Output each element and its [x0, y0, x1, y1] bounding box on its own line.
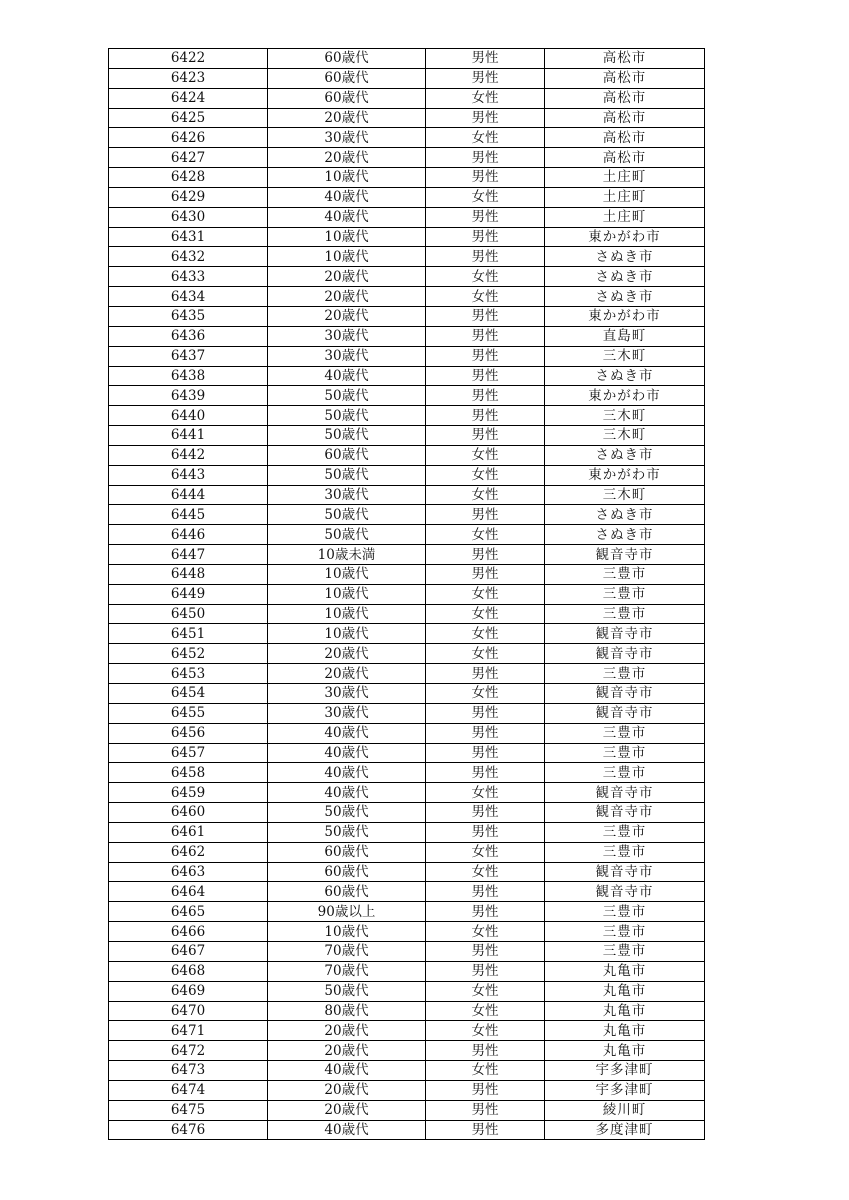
- sex-cell: 男性: [426, 803, 545, 823]
- residence-cell: 東かがわ市: [545, 306, 705, 326]
- age-group-cell: 10歳代: [268, 584, 426, 604]
- age-group-cell: 40歳代: [268, 723, 426, 743]
- table-row: [109, 346, 705, 366]
- case-number-cell: 6460: [109, 803, 268, 823]
- table-row: [109, 168, 705, 188]
- residence-cell: 観音寺市: [545, 624, 705, 644]
- table-row: [109, 902, 705, 922]
- case-number-cell: 6432: [109, 247, 268, 267]
- residence-cell: 高松市: [545, 88, 705, 108]
- table-row: [109, 406, 705, 426]
- case-number-cell: 6422: [109, 49, 268, 69]
- age-group-cell: 50歳代: [268, 505, 426, 525]
- table-row: [109, 148, 705, 168]
- residence-cell: 三豊市: [545, 743, 705, 763]
- case-number-cell: 6434: [109, 287, 268, 307]
- sex-cell: 男性: [426, 1041, 545, 1061]
- residence-cell: 三豊市: [545, 941, 705, 961]
- table-row: [109, 525, 705, 545]
- sex-cell: 女性: [426, 1021, 545, 1041]
- table-row: [109, 485, 705, 505]
- table-row: [109, 604, 705, 624]
- age-group-cell: 40歳代: [268, 783, 426, 803]
- sex-cell: 男性: [426, 49, 545, 69]
- table-row: [109, 545, 705, 565]
- table-row: [109, 1001, 705, 1021]
- sex-cell: 男性: [426, 664, 545, 684]
- residence-cell: 土庄町: [545, 187, 705, 207]
- case-number-cell: 6456: [109, 723, 268, 743]
- case-number-cell: 6459: [109, 783, 268, 803]
- table-row: [109, 763, 705, 783]
- age-group-cell: 60歳代: [268, 862, 426, 882]
- case-number-cell: 6437: [109, 346, 268, 366]
- sex-cell: 男性: [426, 743, 545, 763]
- sex-cell: 男性: [426, 941, 545, 961]
- residence-cell: 観音寺市: [545, 703, 705, 723]
- residence-cell: さぬき市: [545, 267, 705, 287]
- age-group-cell: 30歳代: [268, 128, 426, 148]
- sex-cell: 男性: [426, 148, 545, 168]
- residence-cell: 土庄町: [545, 168, 705, 188]
- table-row: [109, 187, 705, 207]
- age-group-cell: 60歳代: [268, 49, 426, 69]
- case-number-cell: 6445: [109, 505, 268, 525]
- table-row: [109, 941, 705, 961]
- age-group-cell: 50歳代: [268, 386, 426, 406]
- case-number-cell: 6430: [109, 207, 268, 227]
- age-group-cell: 10歳代: [268, 604, 426, 624]
- case-number-cell: 6439: [109, 386, 268, 406]
- residence-cell: 三豊市: [545, 604, 705, 624]
- sex-cell: 女性: [426, 485, 545, 505]
- sex-cell: 女性: [426, 465, 545, 485]
- residence-cell: 三豊市: [545, 842, 705, 862]
- sex-cell: 男性: [426, 703, 545, 723]
- sex-cell: 男性: [426, 386, 545, 406]
- case-number-cell: 6473: [109, 1061, 268, 1081]
- sex-cell: 男性: [426, 108, 545, 128]
- residence-cell: さぬき市: [545, 525, 705, 545]
- case-number-cell: 6424: [109, 88, 268, 108]
- table-row: [109, 1100, 705, 1120]
- age-group-cell: 60歳代: [268, 88, 426, 108]
- age-group-cell: 60歳代: [268, 882, 426, 902]
- sex-cell: 男性: [426, 902, 545, 922]
- table-row: [109, 227, 705, 247]
- residence-cell: 直島町: [545, 326, 705, 346]
- table-row: [109, 922, 705, 942]
- case-number-cell: 6467: [109, 941, 268, 961]
- table-row: [109, 465, 705, 485]
- age-group-cell: 30歳代: [268, 485, 426, 505]
- residence-cell: さぬき市: [545, 366, 705, 386]
- case-number-cell: 6476: [109, 1120, 268, 1140]
- table-row: [109, 1021, 705, 1041]
- age-group-cell: 20歳代: [268, 1041, 426, 1061]
- sex-cell: 女性: [426, 445, 545, 465]
- table-row: [109, 426, 705, 446]
- age-group-cell: 30歳代: [268, 684, 426, 704]
- table-row: [109, 961, 705, 981]
- residence-cell: さぬき市: [545, 445, 705, 465]
- residence-cell: 三木町: [545, 406, 705, 426]
- case-number-cell: 6452: [109, 644, 268, 664]
- case-number-cell: 6428: [109, 168, 268, 188]
- residence-cell: 宇多津町: [545, 1061, 705, 1081]
- age-group-cell: 50歳代: [268, 525, 426, 545]
- residence-cell: 丸亀市: [545, 1021, 705, 1041]
- residence-cell: 丸亀市: [545, 1001, 705, 1021]
- residence-cell: さぬき市: [545, 505, 705, 525]
- residence-cell: 高松市: [545, 68, 705, 88]
- table-body: [109, 49, 705, 1140]
- residence-cell: 三木町: [545, 485, 705, 505]
- age-group-cell: 10歳代: [268, 227, 426, 247]
- table-row: [109, 128, 705, 148]
- residence-cell: 三木町: [545, 426, 705, 446]
- sex-cell: 男性: [426, 1100, 545, 1120]
- table-row: [109, 88, 705, 108]
- residence-cell: 三豊市: [545, 664, 705, 684]
- sex-cell: 男性: [426, 168, 545, 188]
- table-row: [109, 564, 705, 584]
- age-group-cell: 10歳代: [268, 168, 426, 188]
- sex-cell: 女性: [426, 584, 545, 604]
- age-group-cell: 20歳代: [268, 287, 426, 307]
- table-row: [109, 68, 705, 88]
- table-row: [109, 267, 705, 287]
- age-group-cell: 70歳代: [268, 941, 426, 961]
- sex-cell: 女性: [426, 644, 545, 664]
- residence-cell: 三豊市: [545, 902, 705, 922]
- age-group-cell: 60歳代: [268, 842, 426, 862]
- sex-cell: 女性: [426, 981, 545, 1001]
- case-number-cell: 6453: [109, 664, 268, 684]
- table-row: [109, 584, 705, 604]
- sex-cell: 男性: [426, 882, 545, 902]
- sex-cell: 男性: [426, 406, 545, 426]
- case-number-cell: 6469: [109, 981, 268, 1001]
- case-number-cell: 6466: [109, 922, 268, 942]
- case-number-cell: 6471: [109, 1021, 268, 1041]
- age-group-cell: 40歳代: [268, 1120, 426, 1140]
- sex-cell: 女性: [426, 1061, 545, 1081]
- residence-cell: 東かがわ市: [545, 227, 705, 247]
- age-group-cell: 40歳代: [268, 743, 426, 763]
- table-row: [109, 862, 705, 882]
- age-group-cell: 20歳代: [268, 1021, 426, 1041]
- case-number-cell: 6455: [109, 703, 268, 723]
- residence-cell: 高松市: [545, 148, 705, 168]
- age-group-cell: 20歳代: [268, 306, 426, 326]
- table-row: [109, 326, 705, 346]
- case-number-cell: 6472: [109, 1041, 268, 1061]
- age-group-cell: 40歳代: [268, 1061, 426, 1081]
- age-group-cell: 30歳代: [268, 703, 426, 723]
- age-group-cell: 50歳代: [268, 822, 426, 842]
- case-number-cell: 6468: [109, 961, 268, 981]
- case-number-cell: 6425: [109, 108, 268, 128]
- sex-cell: 女性: [426, 267, 545, 287]
- age-group-cell: 60歳代: [268, 68, 426, 88]
- sex-cell: 男性: [426, 306, 545, 326]
- residence-cell: 三豊市: [545, 723, 705, 743]
- age-group-cell: 80歳代: [268, 1001, 426, 1021]
- case-table: [108, 48, 705, 1140]
- case-number-cell: 6429: [109, 187, 268, 207]
- table-row: [109, 306, 705, 326]
- sex-cell: 男性: [426, 1080, 545, 1100]
- age-group-cell: 30歳代: [268, 346, 426, 366]
- age-group-cell: 20歳代: [268, 664, 426, 684]
- age-group-cell: 50歳代: [268, 406, 426, 426]
- residence-cell: 高松市: [545, 108, 705, 128]
- table-row: [109, 108, 705, 128]
- age-group-cell: 50歳代: [268, 981, 426, 1001]
- sex-cell: 女性: [426, 842, 545, 862]
- table-row: [109, 287, 705, 307]
- table-row: [109, 624, 705, 644]
- table-row: [109, 703, 705, 723]
- case-number-cell: 6446: [109, 525, 268, 545]
- table-row: [109, 644, 705, 664]
- residence-cell: 観音寺市: [545, 644, 705, 664]
- case-number-cell: 6470: [109, 1001, 268, 1021]
- sex-cell: 男性: [426, 822, 545, 842]
- table-row: [109, 1061, 705, 1081]
- age-group-cell: 50歳代: [268, 426, 426, 446]
- residence-cell: 東かがわ市: [545, 465, 705, 485]
- residence-cell: 観音寺市: [545, 862, 705, 882]
- sex-cell: 男性: [426, 763, 545, 783]
- residence-cell: さぬき市: [545, 247, 705, 267]
- age-group-cell: 20歳代: [268, 644, 426, 664]
- case-number-cell: 6465: [109, 902, 268, 922]
- sex-cell: 男性: [426, 564, 545, 584]
- age-group-cell: 20歳代: [268, 148, 426, 168]
- case-number-cell: 6474: [109, 1080, 268, 1100]
- sex-cell: 女性: [426, 525, 545, 545]
- age-group-cell: 10歳代: [268, 247, 426, 267]
- residence-cell: 観音寺市: [545, 803, 705, 823]
- residence-cell: 高松市: [545, 49, 705, 69]
- table-row: [109, 783, 705, 803]
- sex-cell: 男性: [426, 1120, 545, 1140]
- case-number-cell: 6442: [109, 445, 268, 465]
- table-row: [109, 386, 705, 406]
- age-group-cell: 60歳代: [268, 445, 426, 465]
- case-number-cell: 6461: [109, 822, 268, 842]
- case-number-cell: 6475: [109, 1100, 268, 1120]
- age-group-cell: 40歳代: [268, 763, 426, 783]
- case-number-cell: 6447: [109, 545, 268, 565]
- case-number-cell: 6436: [109, 326, 268, 346]
- residence-cell: 観音寺市: [545, 545, 705, 565]
- table-row: [109, 822, 705, 842]
- case-number-cell: 6427: [109, 148, 268, 168]
- sex-cell: 男性: [426, 961, 545, 981]
- residence-cell: 丸亀市: [545, 961, 705, 981]
- table-row: [109, 1041, 705, 1061]
- sex-cell: 女性: [426, 862, 545, 882]
- age-group-cell: 10歳代: [268, 922, 426, 942]
- residence-cell: 宇多津町: [545, 1080, 705, 1100]
- sex-cell: 男性: [426, 505, 545, 525]
- age-group-cell: 20歳代: [268, 267, 426, 287]
- case-number-cell: 6458: [109, 763, 268, 783]
- sex-cell: 男性: [426, 207, 545, 227]
- residence-cell: 三豊市: [545, 584, 705, 604]
- case-number-cell: 6426: [109, 128, 268, 148]
- case-number-cell: 6449: [109, 584, 268, 604]
- sex-cell: 男性: [426, 326, 545, 346]
- case-number-cell: 6463: [109, 862, 268, 882]
- age-group-cell: 10歳代: [268, 564, 426, 584]
- age-group-cell: 30歳代: [268, 326, 426, 346]
- residence-cell: 東かがわ市: [545, 386, 705, 406]
- age-group-cell: 10歳代: [268, 624, 426, 644]
- residence-cell: 土庄町: [545, 207, 705, 227]
- residence-cell: 丸亀市: [545, 981, 705, 1001]
- residence-cell: 三豊市: [545, 564, 705, 584]
- sex-cell: 女性: [426, 88, 545, 108]
- sex-cell: 男性: [426, 68, 545, 88]
- case-number-cell: 6443: [109, 465, 268, 485]
- residence-cell: 綾川町: [545, 1100, 705, 1120]
- table-row: [109, 803, 705, 823]
- case-number-cell: 6438: [109, 366, 268, 386]
- table-row: [109, 207, 705, 227]
- age-group-cell: 40歳代: [268, 187, 426, 207]
- age-group-cell: 70歳代: [268, 961, 426, 981]
- sex-cell: 男性: [426, 227, 545, 247]
- case-number-cell: 6435: [109, 306, 268, 326]
- sex-cell: 女性: [426, 287, 545, 307]
- table-row: [109, 743, 705, 763]
- age-group-cell: 20歳代: [268, 1100, 426, 1120]
- residence-cell: 三豊市: [545, 763, 705, 783]
- residence-cell: 丸亀市: [545, 1041, 705, 1061]
- residence-cell: 観音寺市: [545, 882, 705, 902]
- sex-cell: 男性: [426, 545, 545, 565]
- sex-cell: 男性: [426, 366, 545, 386]
- case-number-cell: 6464: [109, 882, 268, 902]
- sex-cell: 女性: [426, 1001, 545, 1021]
- case-number-cell: 6448: [109, 564, 268, 584]
- case-number-cell: 6457: [109, 743, 268, 763]
- age-group-cell: 40歳代: [268, 366, 426, 386]
- residence-cell: 三豊市: [545, 822, 705, 842]
- case-number-cell: 6454: [109, 684, 268, 704]
- table-row: [109, 1120, 705, 1140]
- sex-cell: 男性: [426, 247, 545, 267]
- table-row: [109, 684, 705, 704]
- residence-cell: 多度津町: [545, 1120, 705, 1140]
- sex-cell: 女性: [426, 187, 545, 207]
- residence-cell: 高松市: [545, 128, 705, 148]
- residence-cell: 観音寺市: [545, 684, 705, 704]
- table-row: [109, 882, 705, 902]
- table-row: [109, 49, 705, 69]
- age-group-cell: 20歳代: [268, 1080, 426, 1100]
- case-number-cell: 6441: [109, 426, 268, 446]
- residence-cell: さぬき市: [545, 287, 705, 307]
- sex-cell: 男性: [426, 346, 545, 366]
- sex-cell: 男性: [426, 426, 545, 446]
- age-group-cell: 40歳代: [268, 207, 426, 227]
- residence-cell: 三豊市: [545, 922, 705, 942]
- sex-cell: 女性: [426, 922, 545, 942]
- table-row: [109, 723, 705, 743]
- table-row: [109, 1080, 705, 1100]
- case-number-cell: 6451: [109, 624, 268, 644]
- residence-cell: 三木町: [545, 346, 705, 366]
- age-group-cell: 20歳代: [268, 108, 426, 128]
- case-number-cell: 6431: [109, 227, 268, 247]
- table-row: [109, 445, 705, 465]
- age-group-cell: 50歳代: [268, 465, 426, 485]
- table-row: [109, 505, 705, 525]
- case-number-cell: 6462: [109, 842, 268, 862]
- case-number-cell: 6444: [109, 485, 268, 505]
- table-row: [109, 842, 705, 862]
- table-row: [109, 366, 705, 386]
- sex-cell: 女性: [426, 128, 545, 148]
- sex-cell: 女性: [426, 684, 545, 704]
- sex-cell: 女性: [426, 783, 545, 803]
- table-row: [109, 981, 705, 1001]
- age-group-cell: 50歳代: [268, 803, 426, 823]
- age-group-cell: 90歳以上: [268, 902, 426, 922]
- case-number-cell: 6450: [109, 604, 268, 624]
- case-number-cell: 6440: [109, 406, 268, 426]
- sex-cell: 女性: [426, 624, 545, 644]
- table-row: [109, 664, 705, 684]
- case-number-cell: 6423: [109, 68, 268, 88]
- table-row: [109, 247, 705, 267]
- sex-cell: 男性: [426, 723, 545, 743]
- case-number-cell: 6433: [109, 267, 268, 287]
- age-group-cell: 10歳未満: [268, 545, 426, 565]
- sex-cell: 女性: [426, 604, 545, 624]
- residence-cell: 観音寺市: [545, 783, 705, 803]
